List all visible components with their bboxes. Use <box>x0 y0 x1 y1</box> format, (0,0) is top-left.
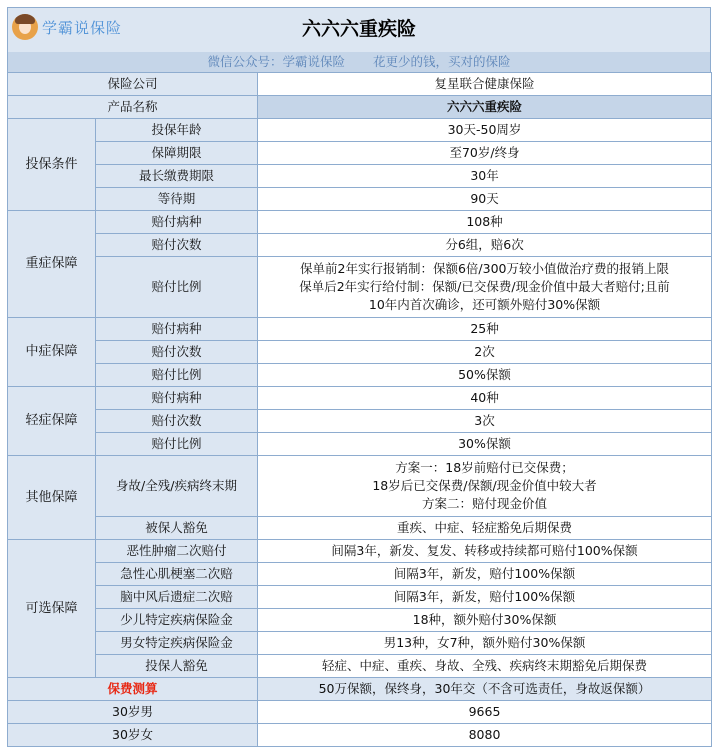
table-row <box>8 96 712 119</box>
product-label: 产品名称 <box>8 96 258 119</box>
ratio-line: 保单前2年实行报销制：保额6倍/300万较小值做治疗费的报销上限 <box>300 261 669 276</box>
slogan: 花更少的钱，买对的保险 <box>373 54 511 69</box>
row-value: 30年 <box>258 165 712 188</box>
table-row <box>8 234 712 257</box>
row-label: 投保年龄 <box>96 119 258 142</box>
row-label: 最长缴费期限 <box>96 165 258 188</box>
brand-name: 学霸说保险 <box>42 18 123 37</box>
table-row <box>8 517 712 540</box>
row-value: 分6组，赔6次 <box>258 234 712 257</box>
row-value: 男13种，女7种，额外赔付30%保额 <box>258 632 712 655</box>
row-value: 轻症、中症、重疾、身故、全残、疾病终末期豁免后期保费 <box>258 655 712 678</box>
premium-row-label: 30岁男 <box>8 701 258 724</box>
row-label: 男女特定疾病保险金 <box>96 632 258 655</box>
group-mild: 轻症保障 <box>8 387 96 456</box>
product-table <box>7 72 712 747</box>
death-line: 方案二：赔付现金价值 <box>422 496 548 511</box>
row-value: 2次 <box>258 341 712 364</box>
row-value: 间隔3年，新发，赔付100%保额 <box>258 563 712 586</box>
row-value: 30天-50周岁 <box>258 119 712 142</box>
row-label: 少儿特定疾病保险金 <box>96 609 258 632</box>
row-value: 90天 <box>258 188 712 211</box>
ratio-line: 保单后2年实行给付制：保额/已交保费/现金价值中最大者赔付;且前 <box>299 279 670 294</box>
table-row <box>8 456 712 517</box>
row-value: 25种 <box>258 318 712 341</box>
company-label: 保险公司 <box>8 73 258 96</box>
page-title: 六六六重疾险 <box>301 18 416 40</box>
table-row <box>8 211 712 234</box>
row-label: 等待期 <box>96 188 258 211</box>
row-label: 身故/全残/疾病终末期 <box>96 456 258 517</box>
death-benefit-value <box>258 456 712 517</box>
row-value: 40种 <box>258 387 712 410</box>
sheet-header <box>7 7 711 72</box>
table-row <box>8 586 712 609</box>
company-value: 复星联合健康保险 <box>258 73 712 96</box>
table-row <box>8 563 712 586</box>
row-label: 赔付次数 <box>96 341 258 364</box>
row-value: 间隔3年，新发，赔付100%保额 <box>258 586 712 609</box>
table-row <box>8 165 712 188</box>
group-other: 其他保障 <box>8 456 96 540</box>
premium-label: 保费测算 <box>8 678 258 701</box>
row-label: 急性心肌梗塞二次赔 <box>96 563 258 586</box>
group-moderate: 中症保障 <box>8 318 96 387</box>
row-label: 脑中风后遗症二次赔 <box>96 586 258 609</box>
death-line: 18岁后已交保费/保额/现金价值中较大者 <box>372 478 597 493</box>
table-row <box>8 341 712 364</box>
table-row <box>8 724 712 747</box>
table-row <box>8 318 712 341</box>
product-value: 六六六重疾险 <box>258 96 712 119</box>
group-critical: 重症保障 <box>8 211 96 318</box>
ratio-line: 10年内首次确诊，还可额外赔付30%保额 <box>368 297 601 312</box>
row-label: 赔付病种 <box>96 318 258 341</box>
row-label: 投保人豁免 <box>96 655 258 678</box>
row-value: 30%保额 <box>258 433 712 456</box>
row-value: 108种 <box>258 211 712 234</box>
table-row <box>8 540 712 563</box>
row-label: 赔付比例 <box>96 433 258 456</box>
wechat-account: 微信公众号：学霸说保险 <box>207 54 345 69</box>
row-label: 恶性肿瘤二次赔付 <box>96 540 258 563</box>
row-label: 被保人豁免 <box>96 517 258 540</box>
row-value: 至70岁/终身 <box>258 142 712 165</box>
row-value: 重疾、中症、轻症豁免后期保费 <box>258 517 712 540</box>
row-label: 赔付比例 <box>96 257 258 318</box>
premium-desc: 50万保额，保终身，30年交（不含可选责任，身故返保额） <box>258 678 712 701</box>
row-value: 间隔3年，新发、复发、转移或持续都可赔付100%保额 <box>258 540 712 563</box>
row-value: 3次 <box>258 410 712 433</box>
table-row <box>8 410 712 433</box>
row-label: 赔付次数 <box>96 410 258 433</box>
table-row <box>8 655 712 678</box>
table-row <box>8 433 712 456</box>
insurance-sheet <box>7 7 711 747</box>
row-label: 赔付病种 <box>96 387 258 410</box>
table-row <box>8 678 712 701</box>
row-value: 18种，额外赔付30%保额 <box>258 609 712 632</box>
row-label: 赔付比例 <box>96 364 258 387</box>
row-label: 保障期限 <box>96 142 258 165</box>
table-row <box>8 142 712 165</box>
subtitle-bar <box>8 52 710 72</box>
table-row <box>8 73 712 96</box>
table-row <box>8 188 712 211</box>
premium-row-value: 9665 <box>258 701 712 724</box>
row-label: 赔付次数 <box>96 234 258 257</box>
critical-ratio-value <box>258 257 712 318</box>
group-optional: 可选保障 <box>8 540 96 678</box>
table-row <box>8 119 712 142</box>
premium-row-label: 30岁女 <box>8 724 258 747</box>
table-row <box>8 387 712 410</box>
premium-row-value: 8080 <box>258 724 712 747</box>
group-conditions: 投保条件 <box>8 119 96 211</box>
row-label: 赔付病种 <box>96 211 258 234</box>
death-line: 方案一：18岁前赔付已交保费； <box>395 460 574 475</box>
row-value: 50%保额 <box>258 364 712 387</box>
table-row <box>8 632 712 655</box>
table-row <box>8 257 712 318</box>
table-row <box>8 609 712 632</box>
table-row <box>8 364 712 387</box>
table-row <box>8 701 712 724</box>
